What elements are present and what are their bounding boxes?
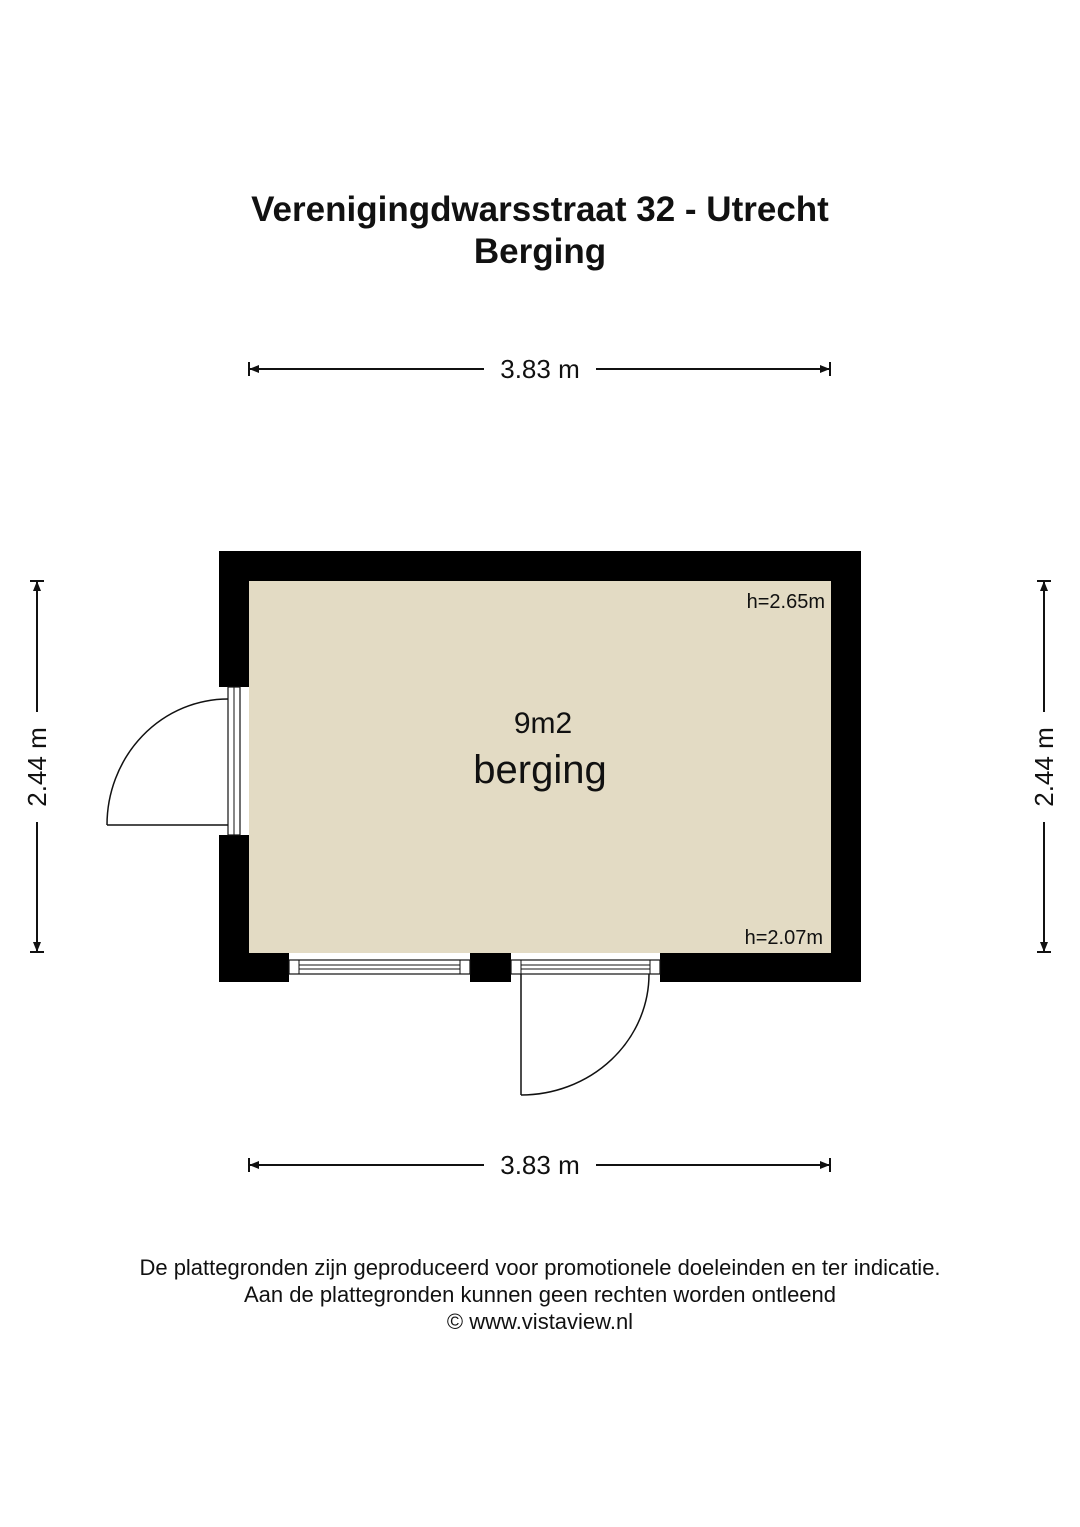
dimension-bottom-label: 3.83 m (500, 1150, 580, 1180)
dimension-bottom (249, 1150, 830, 1180)
dimension-left (22, 581, 52, 952)
wall-left-upper (219, 551, 249, 687)
ceiling-height-bottom: h=2.07m (744, 927, 823, 949)
dimension-top-label: 3.83 m (500, 354, 580, 384)
dimension-right (1029, 581, 1059, 952)
plan-subtitle: Berging (473, 232, 607, 271)
room-area: 9m2 (513, 707, 573, 740)
disclaimer-line-2: Aan de plattegronden kunnen geen rechten worden ontleend (243, 1282, 837, 1307)
dimension-left-label: 2.44 m (22, 727, 52, 807)
wall-bottom-mid (470, 953, 511, 982)
wall-bottom-left (219, 953, 289, 982)
disclaimer-line-1: De plattegronden zijn geproduceerd voor promotionele doeleinden en ter indicatie. (139, 1255, 941, 1280)
copyright-link[interactable]: © www.vistaview.nl (446, 1309, 634, 1334)
door-left (107, 687, 240, 835)
wall-bottom-right (660, 953, 861, 982)
window-bottom (289, 960, 470, 974)
wall-top (219, 551, 861, 581)
dimension-top (249, 354, 830, 384)
door-bottom (511, 960, 660, 1095)
plan-title: Verenigingdwarsstraat 32 - Utrecht (251, 190, 829, 229)
room-name: berging (473, 748, 607, 792)
ceiling-height-top: h=2.65m (746, 591, 825, 613)
dimension-right-label: 2.44 m (1029, 727, 1059, 807)
wall-right (831, 551, 861, 982)
